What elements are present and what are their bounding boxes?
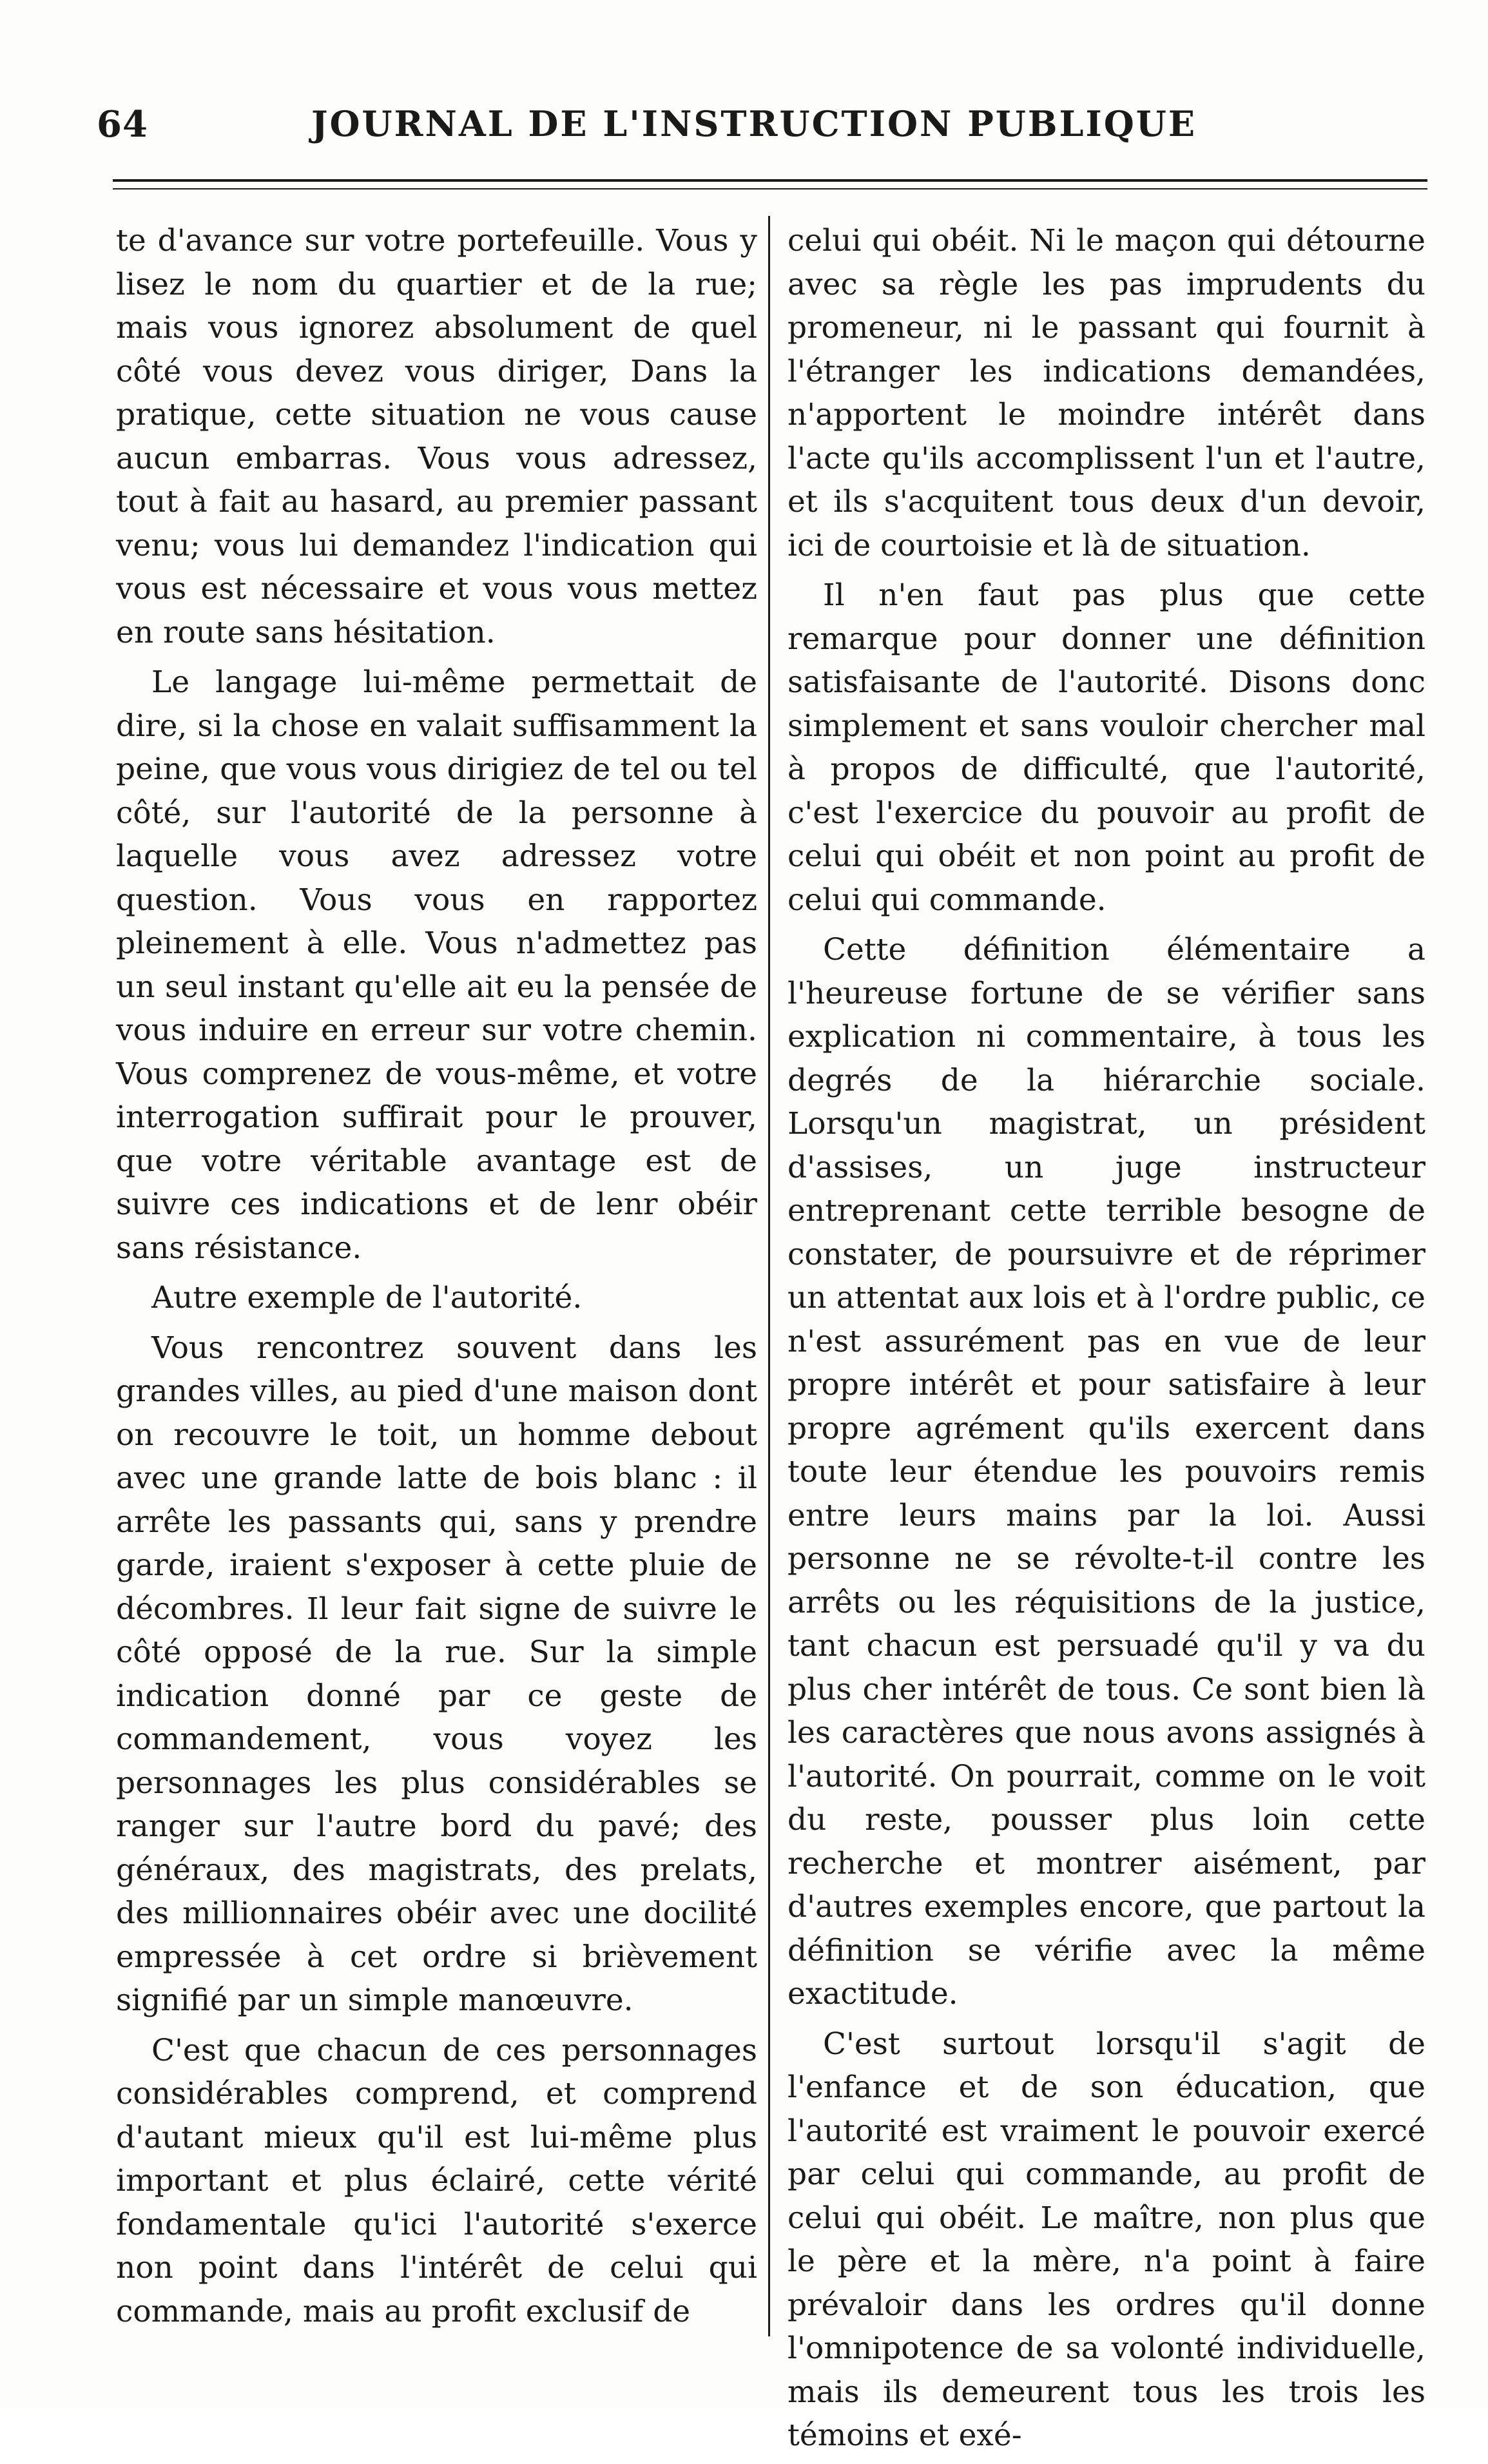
- right-paragraph-2: Il n'en faut pas plus que cette remarque pour donner une définition satisfaisante de l'autorité. Disons donc simplement et sans vouloir chercher mal à propos de difficulté, que l'autorité, c'est l'exercice du pouvoir au profit de celui qui obéit et non point au profit de celui qui commande.: [787, 577, 1425, 918]
- page-header: [97, 103, 1411, 155]
- right-paragraph-1: celui qui obéit. Ni le maçon qui détourne avec sa règle les pas imprudents du promeneur, ni le passant qui fournit à l'étranger les indications demandées, n'apportent le moindre intérêt dans l'acte qu'ils accomplissent l'un et l'autre, et ils s'acquitent tous deux d'un devoir, ici de courtoisie et là de situation.: [787, 223, 1425, 563]
- left-paragraph-5: C'est que chacun de ces personnages considérables comprend, et comprend d'autant mieux qu'il est lui-même plus important et plus éclairé, cette vérité fondamentale qu'ici l'autorité s'exerce non point dans l'intérêt de celui qui commande, mais au profit exclusif de: [116, 2032, 757, 2329]
- left-paragraph-2: Le langage lui-même permettait de dire, si la chose en valait suffisamment la peine, que vous vous dirigiez de tel ou tel côté, sur l'autorité de la personne à laquelle vous avez adressez votre question. Vous vous en rapportez pleinement à elle. Vous n'admettez pas un seul instant qu'elle ait eu la pensée de vous induire en erreur sur votre chemin. Vous comprenez de vous-même, et votre interrogation suffirait pour le prouver, que votre véritable avantage est de suivre ces indications et de lenr obéir sans résistance.: [116, 665, 757, 1266]
- column-divider: [768, 216, 770, 2336]
- left-paragraph-4: Vous rencontrez souvent dans les grandes villes, au pied d'une maison dont on recouvre le toit, un homme debout avec une grande latte de bois blanc : il arrête les passants qui, sans y prendre garde, iraient s'exposer à cette pluie de décombres. Il leur fait signe de suivre le côté opposé de la rue. Sur la simple indication donné par ce geste de commandement, vous voyez les personnages les plus considérables se ranger sur l'autre bord du pavé; des généraux, des magistrats, des prelats, des millionnaires obéir avec une docilité empressée à cet ordre si brièvement signifié par un simple manœuvre.: [116, 1330, 757, 2018]
- header-rule: [113, 179, 1427, 182]
- journal-title: JOURNAL DE L'INSTRUCTION PUBLIQUE: [311, 103, 1197, 144]
- right-paragraph-3: Cette définition élémentaire a l'heureuse fortune de se vérifier sans explication ni commentaire, à tous les degrés de la hiérarchie sociale. Lorsqu'un magistrat, un président d'assises, un juge instructeur entreprenant cette terrible besogne de constater, de poursuivre et de réprimer un attentat aux lois et à l'ordre public, ce n'est assurément pas en vue de leur propre intérêt et pour satisfaire à leur propre agrément qu'ils exercent dans toute leur étendue les pouvoirs remis entre leurs mains par la loi. Aussi personne ne se révolte-t-il contre les arrêts ou les réquisitions de la justice, tant chacun est persuadé qu'il y va du plus cher intérêt de tous. Ce sont bien là les caractères que nous avons assignés à l'autorité. On pourrait, comme on le voit du reste, pousser plus loin cette recherche et montrer aisément, par d'autres exemples encore, que partout la définition se vérifie avec la même exactitude.: [787, 932, 1425, 2012]
- right-paragraph-4: C'est surtout lorsqu'il s'agit de l'enfance et de son éducation, que l'autorité est vraiment le pouvoir exercé par celui qui commande, au profit de celui qui obéit. Le maître, non plus que le père et la mère, n'a point à faire prévaloir dans les ordres qu'il donne l'omnipotence de sa volonté individuelle, mais ils demeurent tous les trois les témoins et exé-: [787, 2026, 1425, 2453]
- right-column: [787, 219, 1425, 2464]
- left-column: [116, 219, 757, 2340]
- header-rule-thin: [113, 188, 1427, 189]
- left-paragraph-1: te d'avance sur votre portefeuille. Vous y lisez le nom du quartier et de la rue; mais vous ignorez absolument de quel côté vous devez vous diriger, Dans la pratique, cette situation ne vous cause aucun embarras. Vous vous adressez, tout à fait au hasard, au premier passant venu; vous lui demandez l'indication qui vous est nécessaire et vous vous mettez en route sans hésitation.: [116, 223, 757, 650]
- left-paragraph-3: Autre exemple de l'autorité.: [151, 1280, 583, 1315]
- page-number: 64: [97, 103, 148, 146]
